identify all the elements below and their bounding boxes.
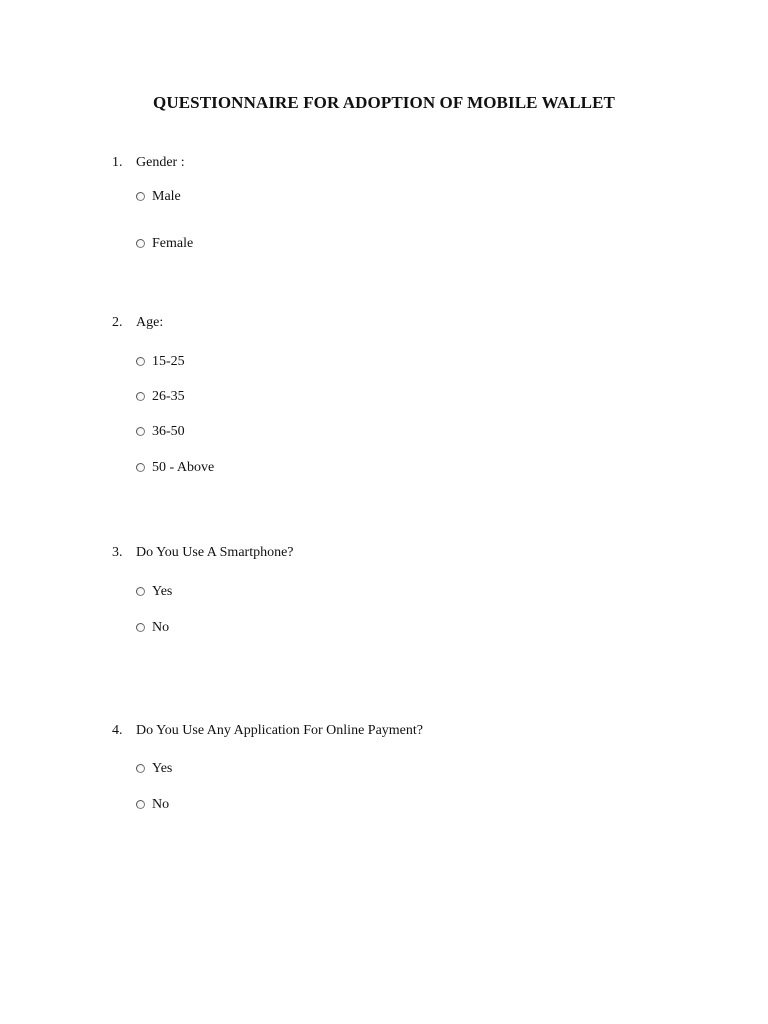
option-label: 15-25 [152, 354, 185, 369]
question-number: 2. [112, 315, 123, 330]
radio-button-icon[interactable] [136, 587, 145, 596]
radio-button-icon[interactable] [136, 192, 145, 201]
option-label: Yes [152, 584, 173, 599]
radio-button-icon[interactable] [136, 357, 145, 366]
question-text: Age: [136, 315, 164, 330]
question-text: Gender : [136, 155, 185, 170]
question-number: 1. [112, 155, 123, 170]
question-text: Do You Use A Smartphone? [136, 545, 294, 560]
option-label: 50 - Above [152, 460, 215, 475]
question-number: 3. [112, 545, 123, 560]
radio-button-icon[interactable] [136, 800, 145, 809]
radio-button-icon[interactable] [136, 427, 145, 436]
radio-button-icon[interactable] [136, 392, 145, 401]
question-number: 4. [112, 723, 123, 738]
option-label: Female [152, 236, 194, 251]
option-label: Male [152, 189, 181, 204]
radio-button-icon[interactable] [136, 463, 145, 472]
option-label: 36-50 [152, 424, 185, 439]
radio-button-icon[interactable] [136, 239, 145, 248]
radio-button-icon[interactable] [136, 764, 145, 773]
option-label: No [152, 797, 170, 812]
option-label: 26-35 [152, 389, 185, 404]
option-label: No [152, 620, 170, 635]
page-title: QUESTIONNAIRE FOR ADOPTION OF MOBILE WALLET [153, 93, 615, 112]
question-text: Do You Use Any Application For Online Payment? [136, 723, 423, 738]
option-label: Yes [152, 761, 173, 776]
radio-button-icon[interactable] [136, 623, 145, 632]
